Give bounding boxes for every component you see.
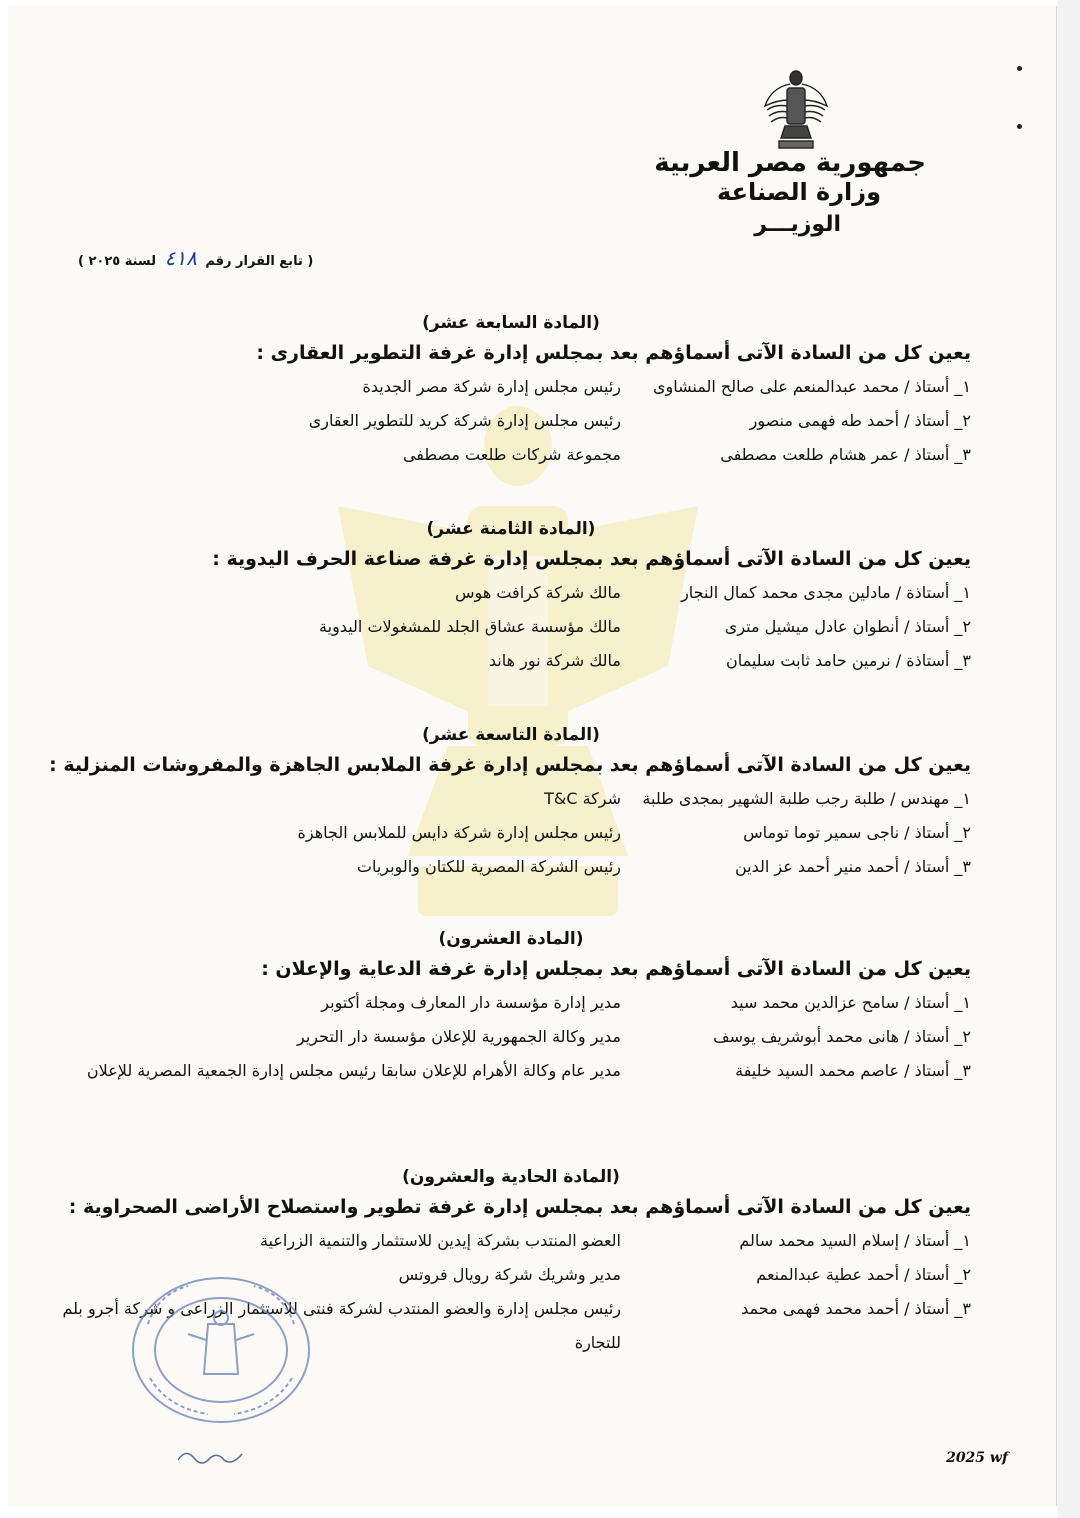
member-role: رئيس الشركة المصرية للكتان والوبريات: [356, 857, 621, 876]
member-name: ٢_ أستاذ / أحمد طه فهمى منصور: [749, 411, 971, 430]
article-section: [51, 722, 971, 884]
member-role: مدير عام وكالة الأهرام للإعلان سابقا رئيس مجلس إدارة الجمعية المصرية للإعلان: [86, 1061, 621, 1080]
member-role: رئيس مجلس إدارة شركة دايس للملابس الجاهزة: [297, 823, 621, 842]
member-row: [51, 1224, 971, 1258]
member-row: [51, 1020, 971, 1054]
article-intro: يعين كل من السادة الآتى أسماؤهم بعد بمجلس إدارة غرفة تطوير واستصلاح الأراضى الصحراوية :: [68, 1196, 971, 1218]
member-role: رئيس مجلس إدارة والعضو المنتدب لشركة فنتى للاستثمار الزراعى و شركة أجرو بلم للتجارة: [62, 1299, 621, 1352]
member-row: [51, 816, 971, 850]
member-row: [51, 438, 971, 472]
viewer-margin: [1058, 0, 1080, 1518]
article-intro: يعين كل من السادة الآتى أسماؤهم بعد بمجلس إدارة غرفة التطوير العقارى :: [256, 342, 971, 364]
decree-reference: [78, 246, 313, 270]
member-role: العضو المنتدب بشركة إيدين للاستثمار والتنمية الزراعية: [259, 1231, 621, 1250]
article-title: (المادة التاسعة عشر): [422, 725, 600, 745]
ministry-name: وزارة الصناعة: [717, 178, 881, 206]
member-row: [51, 404, 971, 438]
member-role: مدير وكالة الجمهورية للإعلان مؤسسة دار التحرير: [297, 1027, 621, 1046]
ministry-stamp-icon: [128, 1274, 314, 1426]
article-title: (المادة الثامنة عشر): [426, 519, 596, 539]
article-section: [51, 310, 971, 472]
margin-dot: [1017, 124, 1022, 129]
member-name: ٣_ أستاذة / نرمين حامد ثابت سليمان: [725, 651, 971, 670]
article-title: (المادة العشرون): [438, 929, 584, 949]
member-row: [51, 610, 971, 644]
member-name: ١_ مهندس / طلبة رجب طلبة الشهير بمجدى طلبة: [642, 789, 971, 808]
member-name: ٣_ أستاذ / أحمد منير أحمد عز الدين: [734, 857, 971, 876]
member-role: مالك شركة نور هاند: [488, 651, 621, 670]
article-section: [51, 926, 971, 1088]
member-role: رئيس مجلس إدارة شركة مصر الجديدة: [362, 377, 621, 396]
decree-number: ٤١٨: [164, 246, 197, 270]
article-section: [51, 516, 971, 678]
member-name: ١_ أستاذ / إسلام السيد محمد سالم: [739, 1231, 971, 1250]
member-name: ٢_ أستاذ / أنطوان عادل ميشيل مترى: [724, 617, 971, 636]
eagle-emblem-icon: [761, 66, 831, 152]
article-title: (المادة الحادية والعشرون): [402, 1167, 620, 1187]
member-role: مالك شركة كرافت هوس: [455, 583, 621, 602]
member-name: ٢_ أستاذ / ناجى سمير توما توماس: [743, 823, 971, 842]
member-name: ١_ أستاذ / محمد عبدالمنعم على صالح المنشاوى: [653, 377, 971, 396]
member-name: ٢_ أستاذ / هانى محمد أبوشريف يوسف: [713, 1027, 971, 1046]
member-role: مدير إدارة مؤسسة دار المعارف ومجلة أكتوبر: [321, 993, 621, 1012]
member-name: ١_ أستاذة / مادلين مجدى محمد كمال النجار: [681, 583, 971, 602]
member-role: مجموعة شركات طلعت مصطفى: [402, 445, 621, 464]
member-row: [51, 370, 971, 404]
member-name: ٣_ أستاذ / أحمد محمد فهمى محمد: [741, 1299, 971, 1318]
member-row: [51, 1054, 971, 1088]
member-role: رئيس مجلس إدارة شركة كريد للتطوير العقارى: [308, 411, 621, 430]
letterhead: [666, 66, 926, 152]
decree-prefix: ( تابع القرار رقم: [205, 254, 314, 269]
article-intro: يعين كل من السادة الآتى أسماؤهم بعد بمجلس إدارة غرفة صناعة الحرف اليدوية :: [212, 548, 971, 570]
article-intro: يعين كل من السادة الآتى أسماؤهم بعد بمجلس إدارة غرفة الدعاية والإعلان :: [261, 958, 971, 980]
republic-name: جمهورية مصر العربية: [654, 148, 926, 178]
footer-code: 2025 wf: [946, 1450, 1008, 1466]
document-page: [8, 6, 1057, 1506]
member-name: ٣_ أستاذ / عاصم محمد السيد خليفة: [735, 1061, 971, 1080]
member-name: ١_ أستاذ / سامح عزالدين محمد سيد: [730, 993, 971, 1012]
member-name: ٣_ أستاذ / عمر هشام طلعت مصطفى: [720, 445, 971, 464]
margin-dot: [1017, 66, 1022, 71]
member-row: [51, 782, 971, 816]
member-row: [51, 986, 971, 1020]
member-role: مالك مؤسسة عشاق الجلد للمشغولات اليدوية: [319, 617, 621, 636]
article-title: (المادة السابعة عشر): [422, 313, 600, 333]
member-row: [51, 850, 971, 884]
article-intro: يعين كل من السادة الآتى أسماؤهم بعد بمجلس إدارة غرفة الملابس الجاهزة والمفروشات المنزلية :: [49, 754, 971, 776]
member-role: شركة T&C: [544, 789, 621, 808]
member-row: [51, 576, 971, 610]
minister-title: الوزيـــر: [754, 212, 841, 237]
member-name: ٢_ أستاذ / أحمد عطية عبدالمنعم: [756, 1265, 971, 1284]
member-row: [51, 644, 971, 678]
member-role: مدير وشريك شركة رويال فروتس: [398, 1265, 621, 1284]
decree-suffix: لسنة ٢٠٢٥ ): [78, 254, 157, 269]
signature-icon: [176, 1446, 246, 1468]
